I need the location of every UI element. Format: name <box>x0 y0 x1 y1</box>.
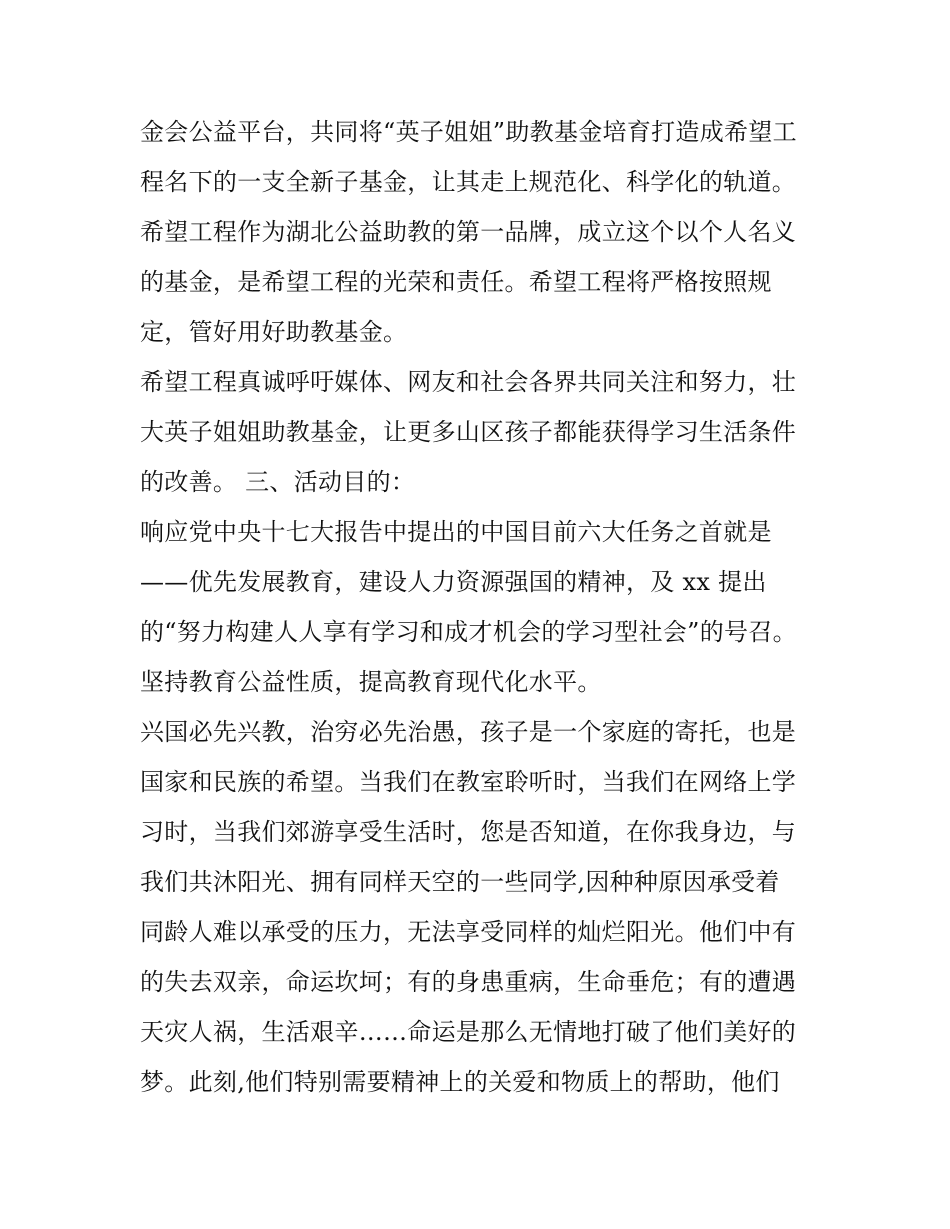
text-line-14: 国家和民族的希望。当我们在教室聆听时，当我们在网络上学 <box>140 768 797 796</box>
text-line-12: 坚持教育公益性质，提高教育现代化水平。 <box>140 668 602 696</box>
text-line-13: 兴国必先兴教，治穷必先治愚，孩子是一个家庭的寄托，也是 <box>140 718 797 746</box>
text-line-19: 天灾人祸，生活艰辛……命运是那么无情地打破了他们美好的 <box>140 1018 797 1046</box>
text-line-20: 梦。此刻,他们特别需要精神上的关爱和物质上的帮助，他们 <box>140 1068 780 1096</box>
text-line-6: 希望工程真诚呼吁媒体、网友和社会各界共同关注和努力，壮 <box>140 368 797 396</box>
text-line-11: 的“努力构建人人享有学习和成才机会的学习型社会”的号召。 <box>140 618 797 646</box>
text-line-3: 希望工程作为湖北公益助教的第一品牌，成立这个以个人名义 <box>140 218 797 246</box>
text-line-15: 习时，当我们郊游享受生活时，您是否知道，在你我身边，与 <box>140 818 797 846</box>
text-line-18: 的失去双亲，命运坎坷；有的身患重病，生命垂危；有的遭遇 <box>140 968 797 996</box>
text-line-5: 定，管好用好助教基金。 <box>140 318 408 346</box>
text-line-2: 程名下的一支全新子基金，让其走上规范化、科学化的轨道。 <box>140 168 797 196</box>
text-line-16: 我们共沐阳光、拥有同样天空的一些同学,因种种原因承受着 <box>140 868 780 896</box>
text-line-1: 金会公益平台，共同将“英子姐姐”助教基金培育打造成希望工 <box>140 118 797 146</box>
text-line-8: 的改善。 三、活动目的： <box>140 468 416 496</box>
text-line-17: 同龄人难以承受的压力，无法享受同样的灿烂阳光。他们中有 <box>140 918 797 946</box>
text-line-7: 大英子姐姐助教基金，让更多山区孩子都能获得学习生活条件 <box>140 418 797 446</box>
text-line-4: 的基金，是希望工程的光荣和责任。希望工程将严格按照规 <box>140 268 772 296</box>
text-line-9: 响应党中央十七大报告中提出的中国目前六大任务之首就是 <box>140 518 772 546</box>
body-text <box>140 107 820 1107</box>
text-line-10: ——优先发展教育，建设人力资源强国的精神，及 xx 提出 <box>140 568 767 596</box>
